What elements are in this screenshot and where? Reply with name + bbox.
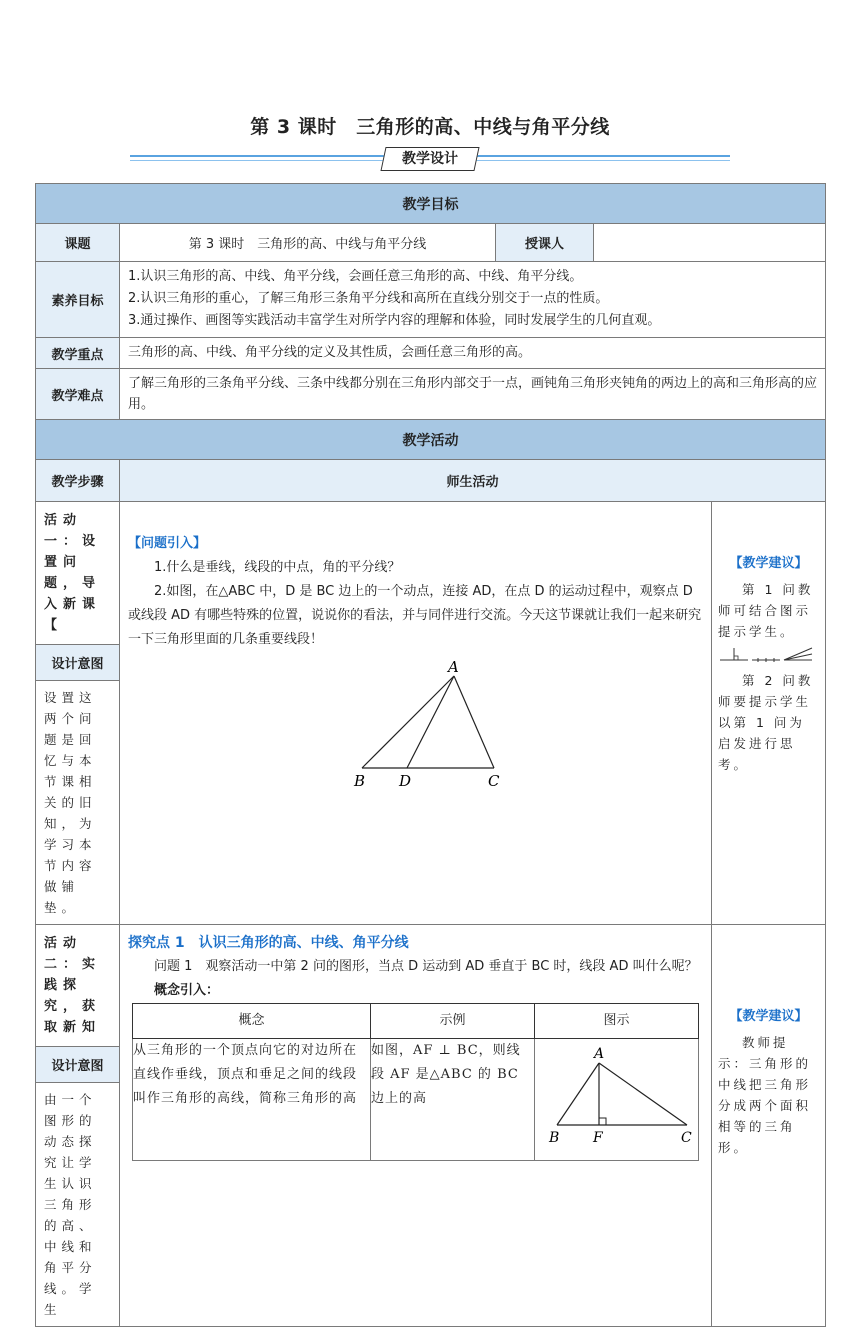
concept-intro: 概念引入： bbox=[154, 983, 220, 998]
literacy-item: 2.认识三角形的重心，了解三角形三条角平分线和高所在直线分别交于一点的性质。 bbox=[128, 291, 609, 306]
activity2-content bbox=[120, 925, 712, 1327]
label-b: B bbox=[354, 772, 366, 788]
activity-header: 教学活动 bbox=[36, 420, 826, 460]
teacher-student-label: 师生活动 bbox=[120, 460, 826, 502]
altitude-figure bbox=[535, 1039, 695, 1149]
difficulty-label: 教学难点 bbox=[36, 369, 120, 420]
activity2-design-label: 设计意图 bbox=[36, 1046, 119, 1083]
key-value: 三角形的高、中线、角平分线的定义及其性质，会画任意三角形的高。 bbox=[120, 338, 826, 369]
lesson-plan-table bbox=[35, 183, 826, 1327]
question-problem-1: 问题 1 观察活动一中第 2 问的图形，当点 D 运动到 AD 垂直于 BC 时，线段 AD 叫什么呢？ bbox=[154, 959, 698, 974]
label-f: F bbox=[593, 1130, 603, 1146]
activity1-content bbox=[120, 502, 712, 925]
concept-table bbox=[132, 1003, 699, 1161]
activity1-design-label: 设计意图 bbox=[36, 644, 119, 681]
question-2: 2.如图，在△ABC 中，D 是 BC 边上的一个动点，连接 AD，在点 D 的运动过程中，观察点 D 或线段 AD 有哪些特殊的位置，说说你的看法，并与同伴进行交流。今天这节课就让我们一起来研究一下三角形里面的几条重要线段！ bbox=[128, 584, 702, 647]
tip-2: 第 2 问教师要提示学生以第 1 问为启发进行思考。 bbox=[718, 673, 814, 772]
question-1: 1.什么是垂线，线段的中点，角的平分线？ bbox=[154, 560, 401, 575]
tip-text: 教师提示：三角形的中线把三角形分成两个面积相等的三角形。 bbox=[718, 1035, 812, 1155]
label-c: C bbox=[488, 772, 500, 788]
teaching-tip-heading: 【教学建议】 bbox=[729, 556, 808, 571]
topic-value: 第 3 课时 三角形的高、中线与角平分线 bbox=[120, 224, 496, 262]
teaching-tip-heading: 【教学建议】 bbox=[729, 1009, 808, 1024]
problem-intro-heading: 【问题引入】 bbox=[128, 536, 207, 551]
activity2-design-text: 由一个图形的动态探究让学生认识三角形的高、中线和角平分线。学生 bbox=[44, 1092, 97, 1317]
section-banner bbox=[130, 147, 730, 171]
literacy-item: 1.认识三角形的高、中线、角平分线，会画任意三角形的高、中线、角平分线。 bbox=[128, 269, 583, 284]
activity2-side bbox=[36, 925, 120, 1327]
label-d: D bbox=[399, 772, 412, 788]
concept-header: 概念 bbox=[133, 1004, 371, 1039]
steps-label: 教学步骤 bbox=[36, 460, 120, 502]
tip-diagram bbox=[718, 646, 814, 666]
teacher-value bbox=[594, 224, 826, 262]
concept-definition: 从三角形的一个顶点向它的对边所在直线作垂线，顶点和垂足之间的线段叫作三角形的高线，简称三角形的高 bbox=[133, 1039, 371, 1161]
key-label: 教学重点 bbox=[36, 338, 120, 369]
label-a: A bbox=[594, 1046, 605, 1062]
literacy-goals bbox=[120, 262, 826, 338]
teacher-label: 授课人 bbox=[496, 224, 594, 262]
concept-diagram bbox=[535, 1039, 699, 1161]
activity1-side bbox=[36, 502, 120, 925]
explore-point-heading: 探究点 1 认识三角形的高、中线、角平分线 bbox=[128, 935, 409, 951]
activity1-heading: 活动一：设置问题，导入新课【 bbox=[44, 513, 102, 633]
example-header: 示例 bbox=[371, 1004, 535, 1039]
concept-example: 如图，AF ⊥ BC，则线段 AF 是△ABC 的 BC 边上的高 bbox=[371, 1039, 535, 1161]
label-b: B bbox=[549, 1130, 560, 1146]
topic-label: 课题 bbox=[36, 224, 120, 262]
activity1-design-text: 设置这两个问题是回忆与本节课相关的旧知，为学习本节内容做铺垫。 bbox=[44, 690, 97, 915]
literacy-item: 3.通过操作、画图等实践活动丰富学生对所学内容的理解和体验，同时发展学生的几何直观。 bbox=[128, 313, 661, 328]
activity2-tips bbox=[712, 925, 826, 1327]
diagram-header: 图示 bbox=[535, 1004, 699, 1039]
label-c: C bbox=[681, 1130, 692, 1146]
page-title: 第 3 课时 三角形的高、中线与角平分线 bbox=[250, 116, 610, 138]
difficulty-value: 了解三角形的三条角平分线、三条中线都分别在三角形内部交于一点，画钝角三角形夹钝角的两边上的高和三角形高的应用。 bbox=[120, 369, 826, 420]
activity2-heading: 活动二：实践探究，获取新知 bbox=[44, 936, 102, 1035]
triangle-abc-figure bbox=[348, 658, 548, 788]
banner-label: 教学设计 bbox=[402, 151, 458, 167]
goal-header: 教学目标 bbox=[36, 184, 826, 224]
activity1-tips bbox=[712, 502, 826, 925]
literacy-label: 素养目标 bbox=[36, 262, 120, 338]
tip-1: 第 1 问教师可结合图示提示学生。 bbox=[718, 582, 814, 639]
label-a: A bbox=[448, 658, 459, 676]
